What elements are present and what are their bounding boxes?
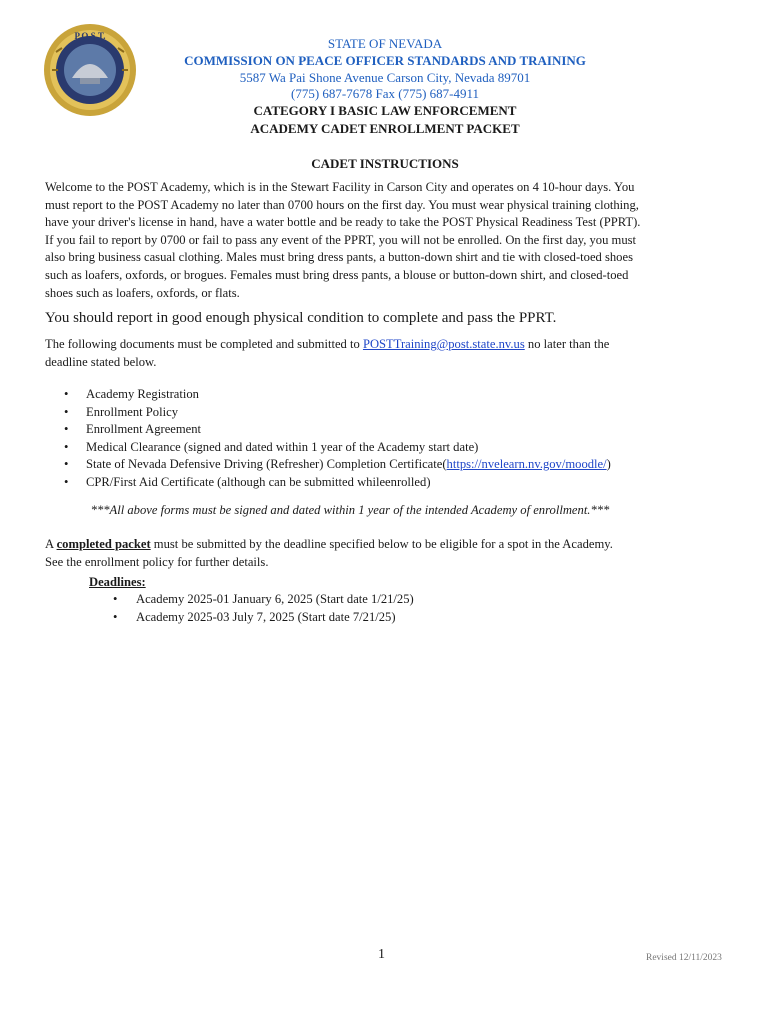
intro-line: also bring business casual clothing. Males must bring dress pants, a button-down shirt and tie with closed-toed shoes: [45, 250, 633, 265]
address-line: 5587 Wa Pai Shone Avenue Carson City, Nevada 89701: [239, 70, 531, 85]
intro-line: If you fail to report by 0700 or fail to pass any event of the PPRT, you will not be enrolled. On the first day, you must: [45, 232, 637, 247]
bullet-icon: •: [64, 474, 69, 489]
defensive-driving-link[interactable]: https://nvelearn.nv.gov/moodle/: [446, 457, 607, 472]
submission-text-end: no later than the: [524, 337, 610, 351]
category-title: CATEGORY I BASIC LAW ENFORCEMENT: [253, 103, 517, 118]
list-item: • Enrollment Agreement: [64, 421, 611, 439]
submission-text: The following documents must be completed and submitted to: [45, 337, 363, 351]
packet-title: ACADEMY CADET ENROLLMENT PACKET: [250, 121, 520, 136]
required-documents-list: [64, 386, 611, 492]
intro-line: have your driver's license in hand, have a water bottle and be ready to take the POST Physical Readiness Test (PPRT).: [45, 215, 641, 230]
bullet-icon: •: [113, 592, 118, 606]
list-item: • Enrollment Policy: [64, 404, 611, 422]
submission-paragraph: [45, 336, 705, 371]
deadlines-title: Deadlines:: [89, 575, 146, 589]
commission-title: COMMISSION ON PEACE OFFICER STANDARDS AND TRAINING: [184, 53, 586, 68]
forms-note: ***All above forms must be signed and dated within 1 year of the intended Academy of enrollment.***: [90, 503, 610, 517]
completed-packet-emphasis: completed packet: [56, 537, 151, 551]
packet-note: A completed packet must be submitted by the deadline specified below to be eligible for a spot in the Academy. See the enrollment policy for further details.: [45, 537, 613, 569]
list-item: • CPR/First Aid Certificate (although can be submitted whileenrolled): [64, 474, 611, 492]
svg-text:P.O.S.T.: P.O.S.T.: [74, 31, 106, 41]
list-item: • Academy 2025-01 January 6, 2025 (Start date 1/21/25): [113, 591, 414, 609]
intro-line: Welcome to the POST Academy, which is in the Stewart Facility in Carson City and operates on 4 10-hour days. You: [45, 180, 635, 194]
intro-line: must report to the POST Academy no later than 0700 hours on the first day. You must wear physical training clothing,: [45, 197, 639, 212]
instructions-title: CADET INSTRUCTIONS: [311, 156, 459, 171]
bullet-icon: •: [64, 457, 69, 472]
revised-date: Revised 12/11/2023: [646, 953, 722, 963]
list-item: • Medical Clearance (signed and dated within 1 year of the Academy start date): [64, 439, 611, 457]
bullet-icon: •: [64, 422, 69, 437]
list-item: • Academy Registration: [64, 386, 611, 404]
intro-paragraph: [45, 179, 705, 302]
deadlines-list: [113, 591, 414, 626]
intro-line: shoes such as loafers, oxfords, or flats.: [45, 285, 240, 300]
list-item: • Academy 2025-03 July 7, 2025 (Start date 7/21/25): [113, 609, 414, 627]
bullet-icon: •: [113, 609, 118, 624]
bullet-icon: •: [64, 387, 69, 401]
submission-line-2: deadline stated below.: [45, 354, 157, 369]
bullet-icon: •: [64, 404, 69, 419]
intro-line: such as loafers, oxfords, or brogues. Females must bring dress pants, a blouse or button-down shirt, and closed-toed: [45, 267, 629, 282]
bullet-icon: •: [64, 439, 69, 454]
state-title: STATE OF NEVADA: [327, 36, 443, 51]
condition-note: You should report in good enough physical condition to complete and pass the PPRT.: [45, 310, 557, 326]
phone-line: (775) 687-7678 Fax (775) 687-4911: [291, 86, 479, 101]
page-number: 1: [378, 947, 385, 962]
email-link[interactable]: POSTTraining@post.state.nv.us: [362, 337, 525, 351]
list-item: • State of Nevada Defensive Driving (Refresher) Completion Certificate(https://nvelearn.nv.gov/moodle/): [64, 456, 611, 474]
